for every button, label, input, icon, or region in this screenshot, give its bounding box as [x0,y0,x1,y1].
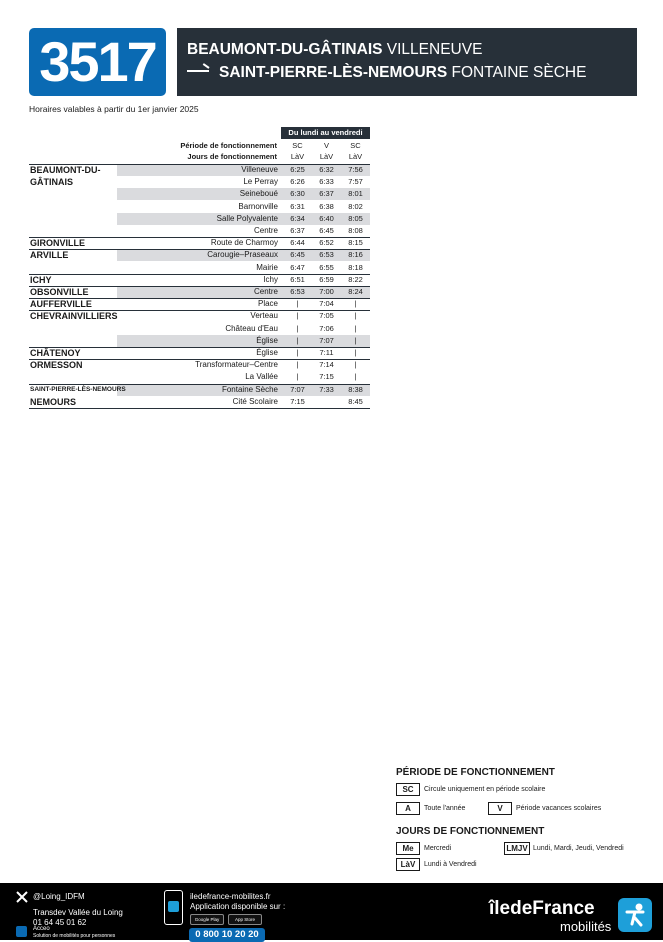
stop-name: Centre [253,226,278,235]
day-band: Du lundi au vendredi [281,127,370,139]
period-header-row [29,141,370,151]
departure-time: 8:08 [348,226,363,235]
legend-v-code: V [488,802,512,815]
departure-time: 6:30 [290,189,305,199]
table-row [29,188,370,200]
departure-time: 6:59 [319,274,334,284]
legend-lmjv-text: Lundi, Mardi, Jeudi, Vendredi [533,845,624,852]
table-row [29,164,370,176]
departure-time: | [354,299,357,309]
stop-name: Barnonville [238,201,278,211]
city-name: CHÂTENOY [30,348,81,358]
stop-name: Salle Polyvalente [216,213,278,223]
stop-name: Route de Charmoy [210,238,278,248]
stop-name: Seineboué [239,189,278,199]
legend-sc-text: Circule uniquement en période scolaire [424,786,546,793]
legend-lav-text: Lundi à Vendredi [424,861,477,868]
departure-time: 6:32 [319,165,334,174]
departure-time: 7:33 [319,384,334,394]
departure-time: 6:55 [319,262,334,272]
days-cell: LàV [319,152,334,161]
table-row [29,335,370,347]
city-name: ICHY [30,274,52,285]
departure-time: 6:47 [290,262,305,272]
website-link[interactable]: iledefrance-mobilites.fr [190,892,271,901]
city-name: ARVILLE [30,250,69,261]
table-row [29,396,370,408]
departure-time: | [296,311,299,321]
departure-time: 6:45 [290,250,305,260]
departure-time: 6:40 [319,213,334,223]
city-name: GÂTINAIS [30,177,74,188]
table-row [29,274,370,286]
legend-v-text: Période vacances scolaires [516,805,602,812]
departure-time: | [354,335,357,345]
departure-time: 6:44 [290,238,305,248]
x-twitter-icon [16,891,28,903]
stop-name: La Vallée [245,372,278,382]
period-cell: SC [350,141,361,150]
validity-note: Horaires valables à partir du 1er janvier 2025 [29,104,199,114]
stop-name: Église [256,348,278,357]
departure-time: 8:16 [348,250,363,260]
legend-a-code: A [396,802,420,815]
legend-me-code: Me [396,842,420,855]
departure-time: 7:07 [319,335,334,345]
departure-time: 8:01 [348,189,363,199]
table-row [29,225,370,237]
stop-name: Centre [253,287,278,296]
stop-name: Cité Scolaire [232,396,278,406]
days-label: Jours de fonctionnement [187,152,277,161]
departure-time: | [354,372,357,382]
table-bottom-rule [29,408,370,409]
departure-time: 6:52 [319,238,334,248]
departure-time: 6:45 [319,226,334,235]
table-row [29,213,370,225]
departure-time: 8:02 [348,201,363,211]
table-row [29,201,370,213]
city-name: NEMOURS [30,396,77,407]
table-row [29,310,370,322]
city-name: OBSONVILLE [30,287,89,297]
departure-time: 6:53 [290,287,305,296]
google-play-badge[interactable]: Google Play [190,914,224,925]
legend-me-text: Mercredi [424,845,452,852]
brand-main: îledeFrance [489,898,595,919]
legend-lav-code: LàV [396,858,420,871]
legend-period-title: PÉRIODE DE FONCTIONNEMENT [396,767,555,778]
departure-time: | [296,335,299,345]
departure-time: | [296,299,299,309]
table-row [29,176,370,188]
stop-name: Mairie [256,262,278,272]
departure-time: 6:38 [319,201,334,211]
days-header-row [29,152,370,162]
table-row [29,323,370,335]
city-name: SAINT-PIERRE-LÈS-NEMOURS [30,385,126,393]
departure-time: 6:37 [290,226,305,235]
accessibility-icon [16,926,27,937]
line-number-badge: 3517 [29,28,166,96]
departure-time: 6:53 [319,250,334,260]
stop-name: Église [256,335,278,345]
stop-name: Villeneuve [241,165,278,174]
departure-time: 8:22 [348,274,363,284]
table-row [29,237,370,249]
route-destination [187,64,586,82]
table-row [29,347,370,359]
stop-name: Verteau [250,311,278,321]
days-cell: LàV [348,152,363,161]
departure-time: | [354,348,357,357]
city-name: BEAUMONT-DU- [30,165,101,175]
acceo-subtext: Solution de mobilités pour personnes [33,933,116,939]
stop-name: Fontaine Sèche [221,384,278,394]
departure-time: 6:34 [290,213,305,223]
city-name: GIRONVILLE [30,238,86,249]
departure-time: | [296,323,299,333]
departure-time: | [296,372,299,382]
origin-stop: VILLENEUVE [386,41,483,58]
period-cell: SC [292,141,303,150]
brand-sub: mobilités [560,919,612,934]
stop-name: Le Perray [243,177,278,187]
departure-time: 7:00 [319,287,334,296]
departure-time: 8:38 [348,384,363,394]
table-row [29,262,370,274]
legend-sc-code: SC [396,783,420,796]
route-origin [187,41,482,59]
table-row [29,298,370,310]
dest-stop: FONTAINE SÈCHE [451,64,587,81]
departure-time: 7:15 [290,396,305,406]
footer [0,883,663,940]
stop-name: Transformateur–Centre [195,360,278,370]
origin-city: BEAUMONT-DU-GÂTINAIS [187,41,383,58]
departure-time: 8:15 [348,238,363,248]
stop-name: Château d'Eau [225,323,278,333]
departure-time: | [354,360,357,370]
arrow-right-icon [187,70,209,72]
departure-time: 6:33 [319,177,334,187]
idf-mobilites-icon [618,898,652,932]
stop-name: Place [257,299,278,309]
legend-a-text: Toute l'année [424,805,466,812]
twitter-handle[interactable]: @Loing_IDFM [33,892,85,901]
departure-time: 6:31 [290,201,305,211]
departure-time: | [354,323,357,333]
departure-time: 6:26 [290,177,305,187]
legend-days-title: JOURS DE FONCTIONNEMENT [396,826,545,837]
departure-time: 7:56 [348,165,363,174]
table-row [29,359,370,371]
smartphone-icon [164,890,183,925]
departure-time: 7:07 [290,384,305,394]
operator-name: Transdev Vallée du Loing [33,908,123,917]
departure-time: 7:11 [319,348,334,357]
departure-time: 6:37 [319,189,334,199]
table-row [29,384,370,396]
city-name: CHEVRAINVILLIERS [30,311,118,322]
acceo-label: Acceo [33,926,50,932]
period-label: Période de fonctionnement [180,141,277,150]
app-availability: Application disponible sur : [190,902,286,911]
departure-time: 7:14 [319,360,334,370]
departure-time: | [354,311,357,321]
table-row [29,249,370,261]
table-row [29,371,370,383]
legend-lmjv-code: LMJV [504,842,530,855]
departure-time: | [296,348,299,357]
dest-city: SAINT-PIERRE-LÈS-NEMOURS [219,64,448,81]
city-name: ORMESSON [30,360,83,371]
app-store-badge[interactable]: App Store [228,914,262,925]
departure-time: 7:15 [319,372,334,382]
departure-time: 7:06 [319,323,334,333]
departure-time: 7:05 [319,311,334,321]
departure-time: 7:57 [348,177,363,187]
table-row [29,286,370,298]
departure-time: | [296,360,299,370]
brand-logo [489,898,612,934]
days-cell: LàV [290,152,305,161]
departure-time: 8:18 [348,262,363,272]
period-cell: V [323,141,329,150]
departure-time: 8:45 [348,396,363,406]
operator-phone: 01 64 45 01 62 [33,918,87,927]
route-title [177,28,637,96]
phone-number-button[interactable]: 0 800 10 20 20 [189,928,265,942]
stop-name: Ichy [263,274,278,284]
departure-time: 8:24 [348,287,363,296]
departure-time: 7:04 [319,299,334,309]
departure-time: 6:51 [290,274,305,284]
departure-time: 8:05 [348,213,363,223]
departure-time: 6:25 [290,165,305,174]
city-name: AUFFERVILLE [30,299,92,310]
stop-name: Carougie–Praseaux [207,250,278,260]
